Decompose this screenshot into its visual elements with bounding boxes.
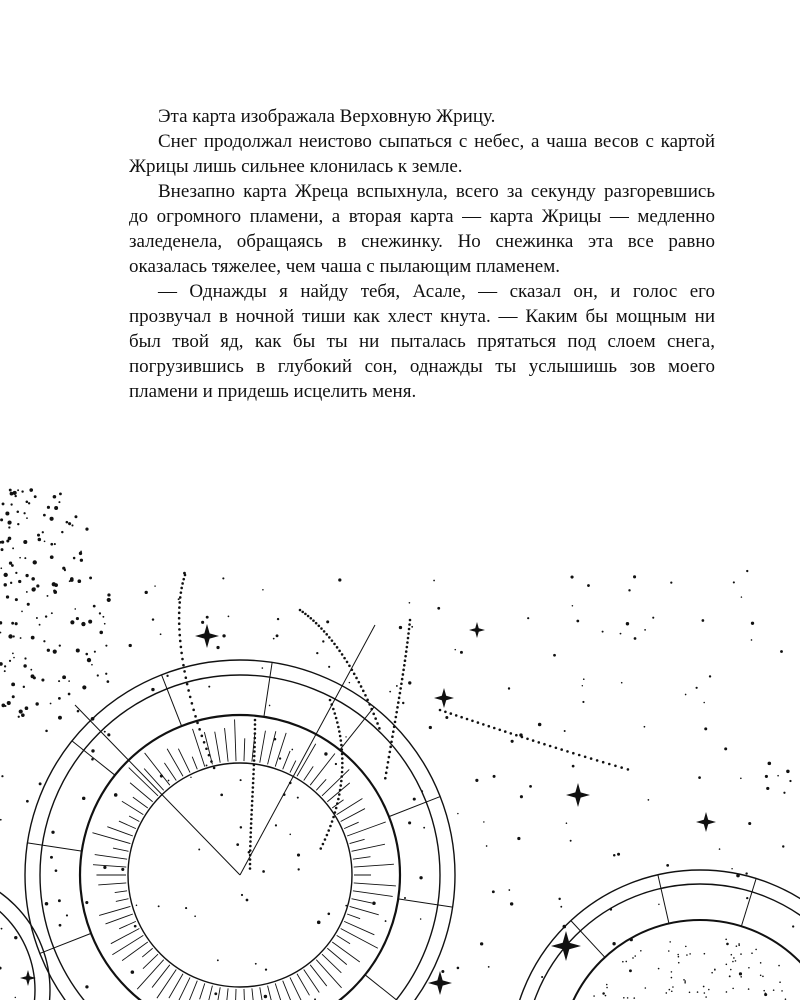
story-text (129, 104, 715, 404)
main-wheel (25, 660, 455, 1000)
wheel-spokes (27, 625, 452, 1000)
paragraph-3: Внезапно карта Жреца вспыхнула, всего за секунду разгоревшись до огромного пламени, а вторая карта — карта Жрицы — медленно заледенела, обращаясь в снежинку. Но снежинка эта все равно оказалась тяжелее, чем чаша с пылающим пламенем. (129, 181, 715, 277)
paragraph-2: Снег продолжал неистово сыпаться с небес, а чаша весов с картой Жрицы лишь сильнее клонилась к земле. (129, 131, 715, 177)
sparkle-stars (20, 622, 716, 995)
right-wheel (510, 870, 800, 1000)
astrological-chart-illustration-icon (0, 470, 800, 1000)
paragraph-1: Эта карта изображала Верховную Жрицу. (158, 106, 496, 127)
paragraph-4: — Однажды я найду тебя, Асале, — сказал он, и голос его прозвучал в ночной тиши как хлест кнута. — Каким бы мощным ни был твой яд, как бы ты ни пыталась прятаться под слоем снега, погрузившись в глубокий сон, однажды ты услышишь зов моего пламени и придешь исцелить меня. (129, 281, 715, 402)
star-dots (0, 488, 800, 1000)
